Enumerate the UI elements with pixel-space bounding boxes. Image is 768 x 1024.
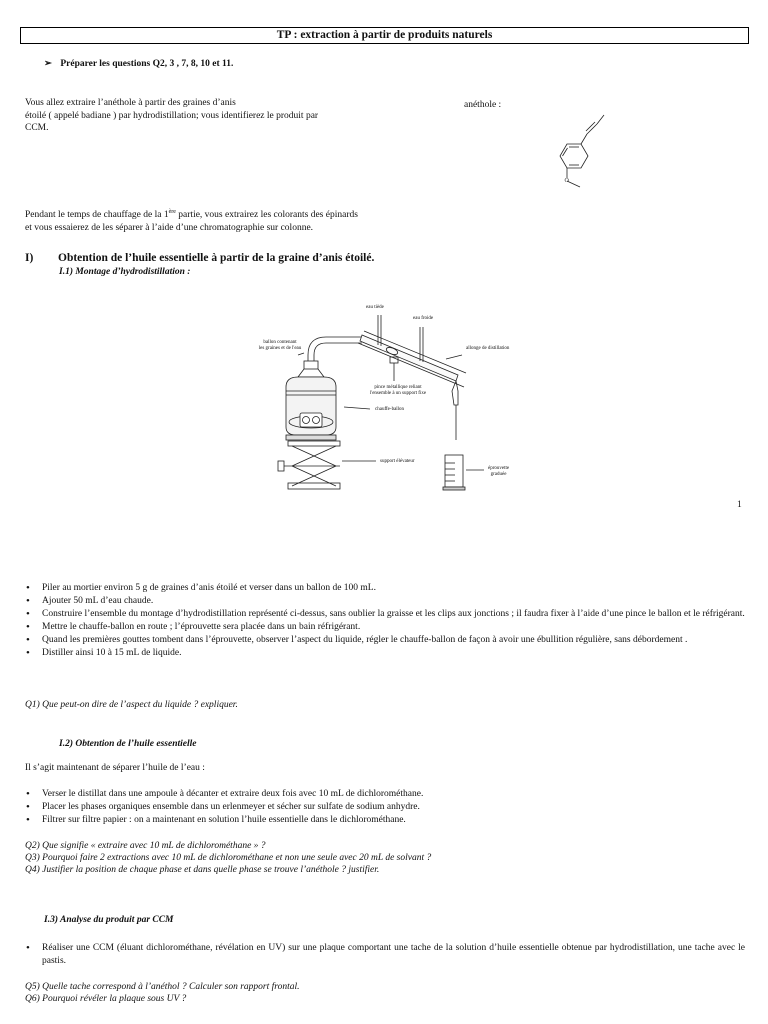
molecule-label: anéthole : — [464, 100, 502, 110]
label-allonge: allonge de distillation — [466, 346, 510, 351]
arrow-icon: ➢ — [44, 59, 52, 69]
subsection-title-1: I.1) Montage d’hydrodistillation : — [59, 267, 191, 277]
label-ballon: ballon contenant les graines et de l'eau — [258, 340, 302, 351]
list-item: • Construire l’ensemble du montage d’hydrodistillation représenté ci-dessus, sans oublier la graisse et les clips aux jonctions ; il faudra fixer à l’aide d’une pince le ballon et le réfrigérant. — [25, 608, 745, 621]
steps-list — [25, 582, 745, 660]
list-item: • Mettre le chauffe-ballon en route ; l’éprouvette sera placée dans un bain réfrigérant. — [25, 621, 745, 634]
para2-line2: et vous essaierez de les séparer à l’aide d’une chromatographie sur colonne. — [25, 222, 314, 233]
question-q3: Q3) Pourquoi faire 2 extractions avec 10 mL de dichlorométhane et non une seule avec 20 mL de solvant ? — [25, 853, 432, 863]
subsection-title-3: I.3) Analyse du produit par CCM — [44, 915, 174, 925]
section-title: Obtention de l’huile essentielle à partir de la graine d’anis étoilé. — [58, 252, 375, 264]
steps-list-2 — [25, 788, 745, 827]
label-eau-tiede: eau tiède — [366, 305, 384, 310]
intro-line: étoilé ( appelé badiane ) par hydrodistillation; vous identifierez le produit par — [25, 110, 319, 121]
label-support: support élévateur — [380, 459, 415, 464]
intro-paragraph-2 — [25, 209, 465, 234]
list-item: • Verser le distillat dans une ampoule à décanter et extraire deux fois avec 10 mL de dichlorométhane. — [25, 788, 745, 801]
label-pince: pince métallique reliant l'ensemble à un support fixe — [369, 385, 427, 396]
question-q6: Q6) Pourquoi révéler la plaque sous UV ? — [25, 994, 187, 1004]
intro-paragraph — [25, 97, 385, 135]
list-item: • Piler au mortier environ 5 g de graines d’anis étoilé et verser dans un ballon de 100 mL. — [25, 582, 745, 595]
subsection-intro: Il s’agit maintenant de séparer l’huile de l’eau : — [25, 763, 205, 773]
question-q5: Q5) Quelle tache correspond à l’anéthol ? Calculer son rapport frontal. — [25, 982, 300, 992]
section-number: I) — [25, 252, 34, 264]
list-item: • Placer les phases organiques ensemble dans un erlenmeyer et sécher sur sulfate de sodium anhydre. — [25, 801, 745, 814]
label-eau-froide: eau froide — [413, 316, 434, 321]
list-item: • Ajouter 50 mL d’eau chaude. — [25, 595, 745, 608]
para2-line1: Pendant le temps de chauffage de la 1ère partie, vous extrairez les colorants des épinards — [25, 209, 358, 220]
prep-text: Préparer les questions Q2, 3 , 7, 8, 10 et 11. — [60, 59, 234, 69]
hydrodistillation-diagram — [240, 295, 530, 495]
questions-block-2 — [25, 981, 300, 1005]
intro-line: Vous allez extraire l’anéthole à partir des graines d’anis — [25, 98, 236, 108]
intro-line: CCM. — [25, 123, 49, 133]
list-item: • Quand les premières gouttes tombent dans l’éprouvette, observer l’aspect du liquide, régler le chauffe-ballon de façon à avoir une ébullition régulière, sans débordement . — [25, 634, 745, 647]
question-q4: Q4) Justifier la position de chaque phase et dans quelle phase se trouve l’anéthole ? justifier. — [25, 865, 380, 875]
oxygen-label: O — [564, 178, 569, 184]
list-item: • Filtrer sur filtre papier : on a maintenant en solution l’huile essentielle dans le dichlorométhane. — [25, 814, 745, 827]
questions-block — [25, 840, 431, 876]
list-item: • Réaliser une CCM (éluant dichlorométhane, révélation en UV) sur une plaque comportant une tache de la solution d’huile essentielle obtenue par hydrodistillation, une tache avec le pastis. — [25, 942, 745, 967]
prep-line — [44, 58, 233, 71]
question-q2: Q2) Que signifie « extraire avec 10 mL de dichlorométhane » ? — [25, 841, 266, 851]
label-eprouvette: éprouvette graduée — [488, 466, 510, 477]
steps-list-3 — [25, 942, 745, 968]
subsection-title-2: I.2) Obtention de l’huile essentielle — [59, 739, 197, 749]
page-title: TP : extraction à partir de produits naturels — [20, 27, 749, 44]
page-number: 1 — [737, 500, 742, 510]
list-item: • Distiller ainsi 10 à 15 mL de liquide. — [25, 647, 745, 660]
question-q1: Q1) Que peut-on dire de l’aspect du liquide ? expliquer. — [25, 700, 238, 710]
anethole-structure-image — [535, 112, 615, 194]
label-chauffe-ballon: chauffe-ballon — [375, 407, 405, 412]
